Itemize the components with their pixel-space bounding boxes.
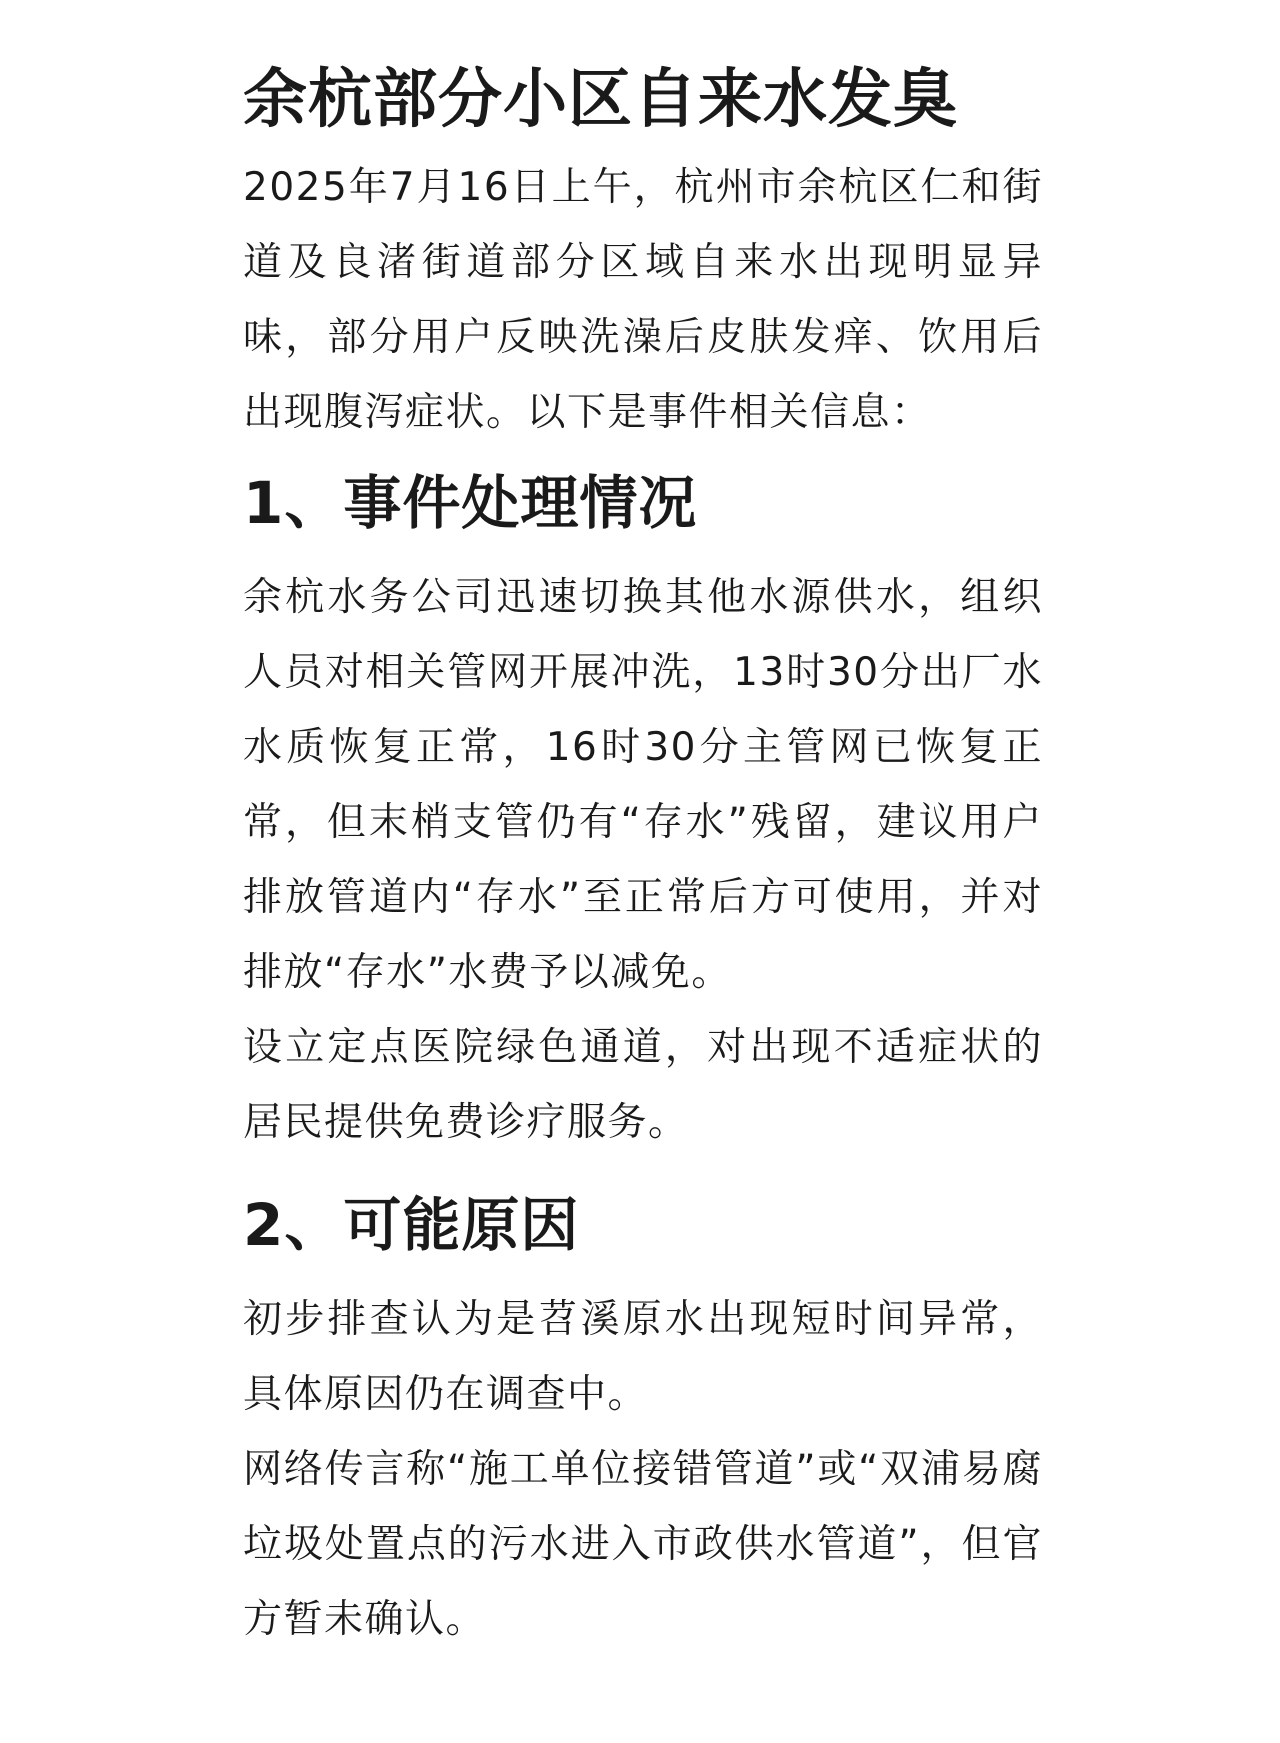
intro-paragraph: 2025年7月16日上午，杭州市余杭区仁和街道及良渚街道部分区域自来水出现明显异味，部分用户反映洗澡后皮肤发痒、饮用后出现腹泻症状。以下是事件相关信息： <box>243 165 1043 435</box>
section-paragraph: 网络传言称“施工单位接错管道”或“双浦易腐垃圾处置点的污水进入市政供水管道”，但官方暂未确认。 <box>243 1447 1043 1642</box>
section-paragraph: 余杭水务公司迅速切换其他水源供水，组织人员对相关管网开展冲洗，13时30分出厂水水质恢复正常，16时30分主管网已恢复正常，但末梢支管仍有“存水”残留，建议用户排放管道内“存水”至正常后方可使用，并对排放“存水”水费予以减免。 <box>243 575 1043 995</box>
section-paragraph: 设立定点医院绿色通道，对出现不适症状的居民提供免费诊疗服务。 <box>243 1025 1043 1145</box>
article-title: 余杭部分小区自来水发臭 <box>243 63 958 137</box>
section-heading-handling: 1、事件处理情况 <box>243 469 698 537</box>
section-paragraph: 初步排查认为是苕溪原水出现短时间异常，具体原因仍在调查中。 <box>243 1297 1043 1417</box>
section-heading-causes: 2、可能原因 <box>243 1191 580 1259</box>
article <box>243 62 1043 1657</box>
